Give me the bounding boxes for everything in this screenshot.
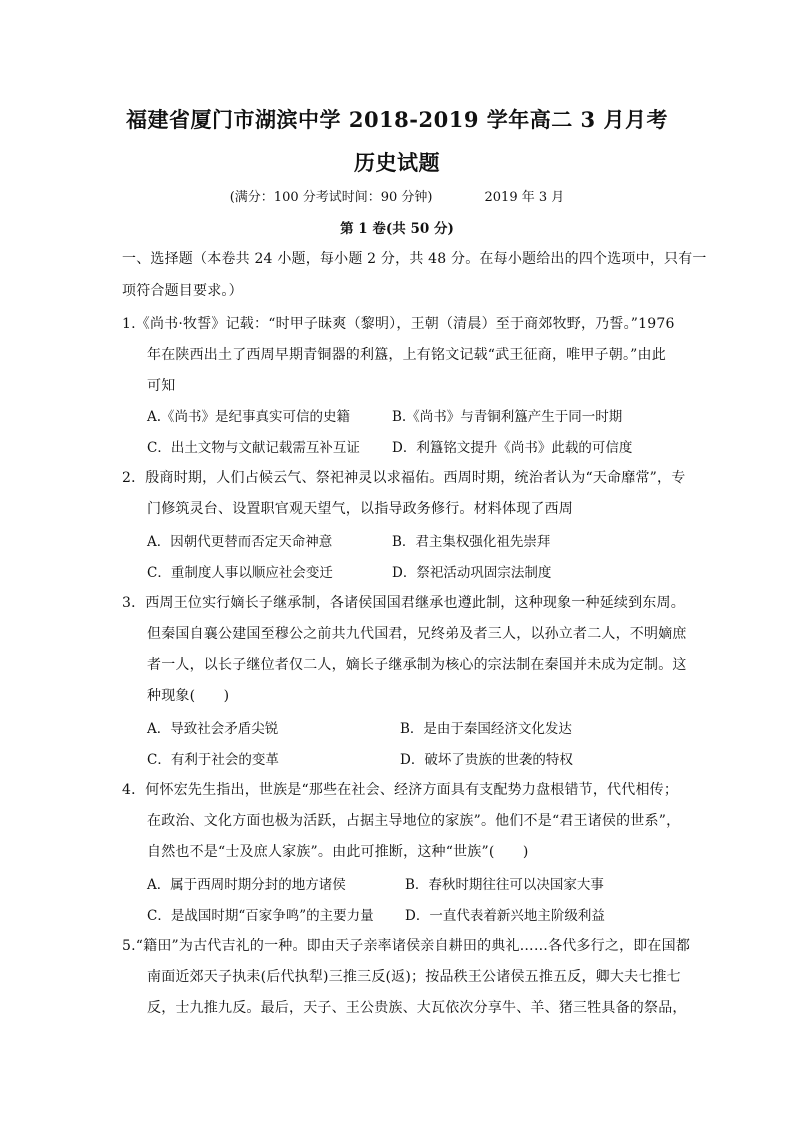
question-4-option-c: C．是战国时期“百家争鸣”的主要力量	[147, 908, 374, 924]
question-4-option-d: D．一直代表着新兴地主阶级利益	[405, 908, 605, 924]
question-1-text: 年在陕西出土了西周早期青铜器的利簋，上有铭文记载“武王征商，唯甲子朝。”由此	[147, 347, 666, 363]
exam-subject: 历史试题	[354, 150, 440, 175]
question-3-text: 者一人，以长子继位者仅二人，嫡长子继承制为核心的宗法制在秦国并未成为定制。这	[147, 657, 687, 673]
question-1-option-c: C．出土文物与文献记载需互补互证	[147, 440, 360, 456]
exam-title: 福建省厦门市湖滨中学 2018-2019 学年高二 3 月月考	[126, 107, 668, 132]
question-2-option-c: C．重制度人事以顺应社会变迁	[147, 565, 333, 581]
volume-heading: 第 1 卷(共 50 分)	[340, 221, 454, 237]
question-3-text: 3．西周王位实行嫡长子继承制，各诸侯国国君继承也遵此制，这种现象一种延续到东周。	[122, 595, 685, 611]
question-1-text: 1.《尚书·牧誓》记载：“时甲子昧爽（黎明），王朝（清晨）至于商郊牧野，乃誓。”1976	[122, 316, 675, 332]
question-2-option-d: D．祭祀活动巩固宗法制度	[392, 565, 552, 581]
question-2-text: 2．殷商时期，人们占候云气、祭祀神灵以求福佑。西周时期，统治者认为“天命靡常”，专	[122, 470, 686, 486]
question-4-text: 4．何怀宏先生指出，世族是“那些在社会、经济方面具有支配势力盘根错节，代代相传；	[122, 782, 679, 798]
question-3-option-c: C．有利于社会的变革	[147, 752, 279, 768]
question-3-option-b: B．是由于秦国经济文化发达	[400, 721, 572, 737]
exam-meta	[0, 186, 794, 205]
question-4-option-b: B．春秋时期往往可以决国家大事	[405, 877, 604, 893]
question-2-option-a: A．因朝代更替而否定天命神意	[147, 534, 333, 550]
question-4-text: 自然也不是“士及庶人家族”。由此可推断，这种“世族”( )	[147, 844, 529, 860]
question-3-option-d: D．破坏了贵族的世袭的特权	[400, 752, 573, 768]
question-2-text: 门修筑灵台、设置职官观天望气，以指导政务修行。材料体现了西周	[147, 501, 573, 517]
question-1-option-d: D．利簋铭文提升《尚书》此载的可信度	[392, 440, 633, 456]
question-4-text: 在政治、文化方面也极为活跃，占据主导地位的家族”。他们不是“君王诸侯的世系”，	[147, 813, 681, 829]
question-5-text: 南面近郊天子执耒(后代执犁)三推三反(返)；按品秩王公诸侯五推五反，卿大夫七推七	[147, 969, 681, 985]
question-1-option-b: B.《尚书》与青铜利簋产生于同一时期	[392, 409, 623, 425]
question-5-text: 反，士九推九反。最后，天子、王公贵族、大瓦依次分享牛、羊、猪三牲具备的祭品，	[147, 1000, 687, 1016]
exam-date: 2019 年 3 月	[484, 190, 565, 205]
question-3-option-a: A．导致社会矛盾尖锐	[147, 721, 279, 737]
question-1-option-a: A.《尚书》是纪事真实可信的史籍	[147, 409, 351, 425]
question-3-text: 种现象( )	[147, 688, 230, 704]
question-5-text: 5.“籍田”为古代吉礼的一种。即由天子亲率诸侯亲自耕田的典礼……各代多行之，即在国都	[122, 938, 691, 954]
exam-score-time: (满分：100 分考试时间：90 分钟)	[229, 190, 433, 205]
question-1-text: 可知	[147, 378, 176, 394]
question-2-option-b: B．君主集权强化祖先崇拜	[392, 534, 551, 550]
section-instructions-line: 一、选择题（本卷共 24 小题，每小题 2 分，共 48 分。在每小题给出的四个选项中，只有一	[122, 251, 707, 267]
section-instructions-line: 项符合题目要求。）	[122, 283, 243, 299]
question-3-text: 但秦国自襄公建国至穆公之前共九代国君，兄终弟及者三人，以孙立者二人，不明嫡庶	[147, 626, 687, 642]
question-4-option-a: A．属于西周时期分封的地方诸侯	[147, 877, 346, 893]
